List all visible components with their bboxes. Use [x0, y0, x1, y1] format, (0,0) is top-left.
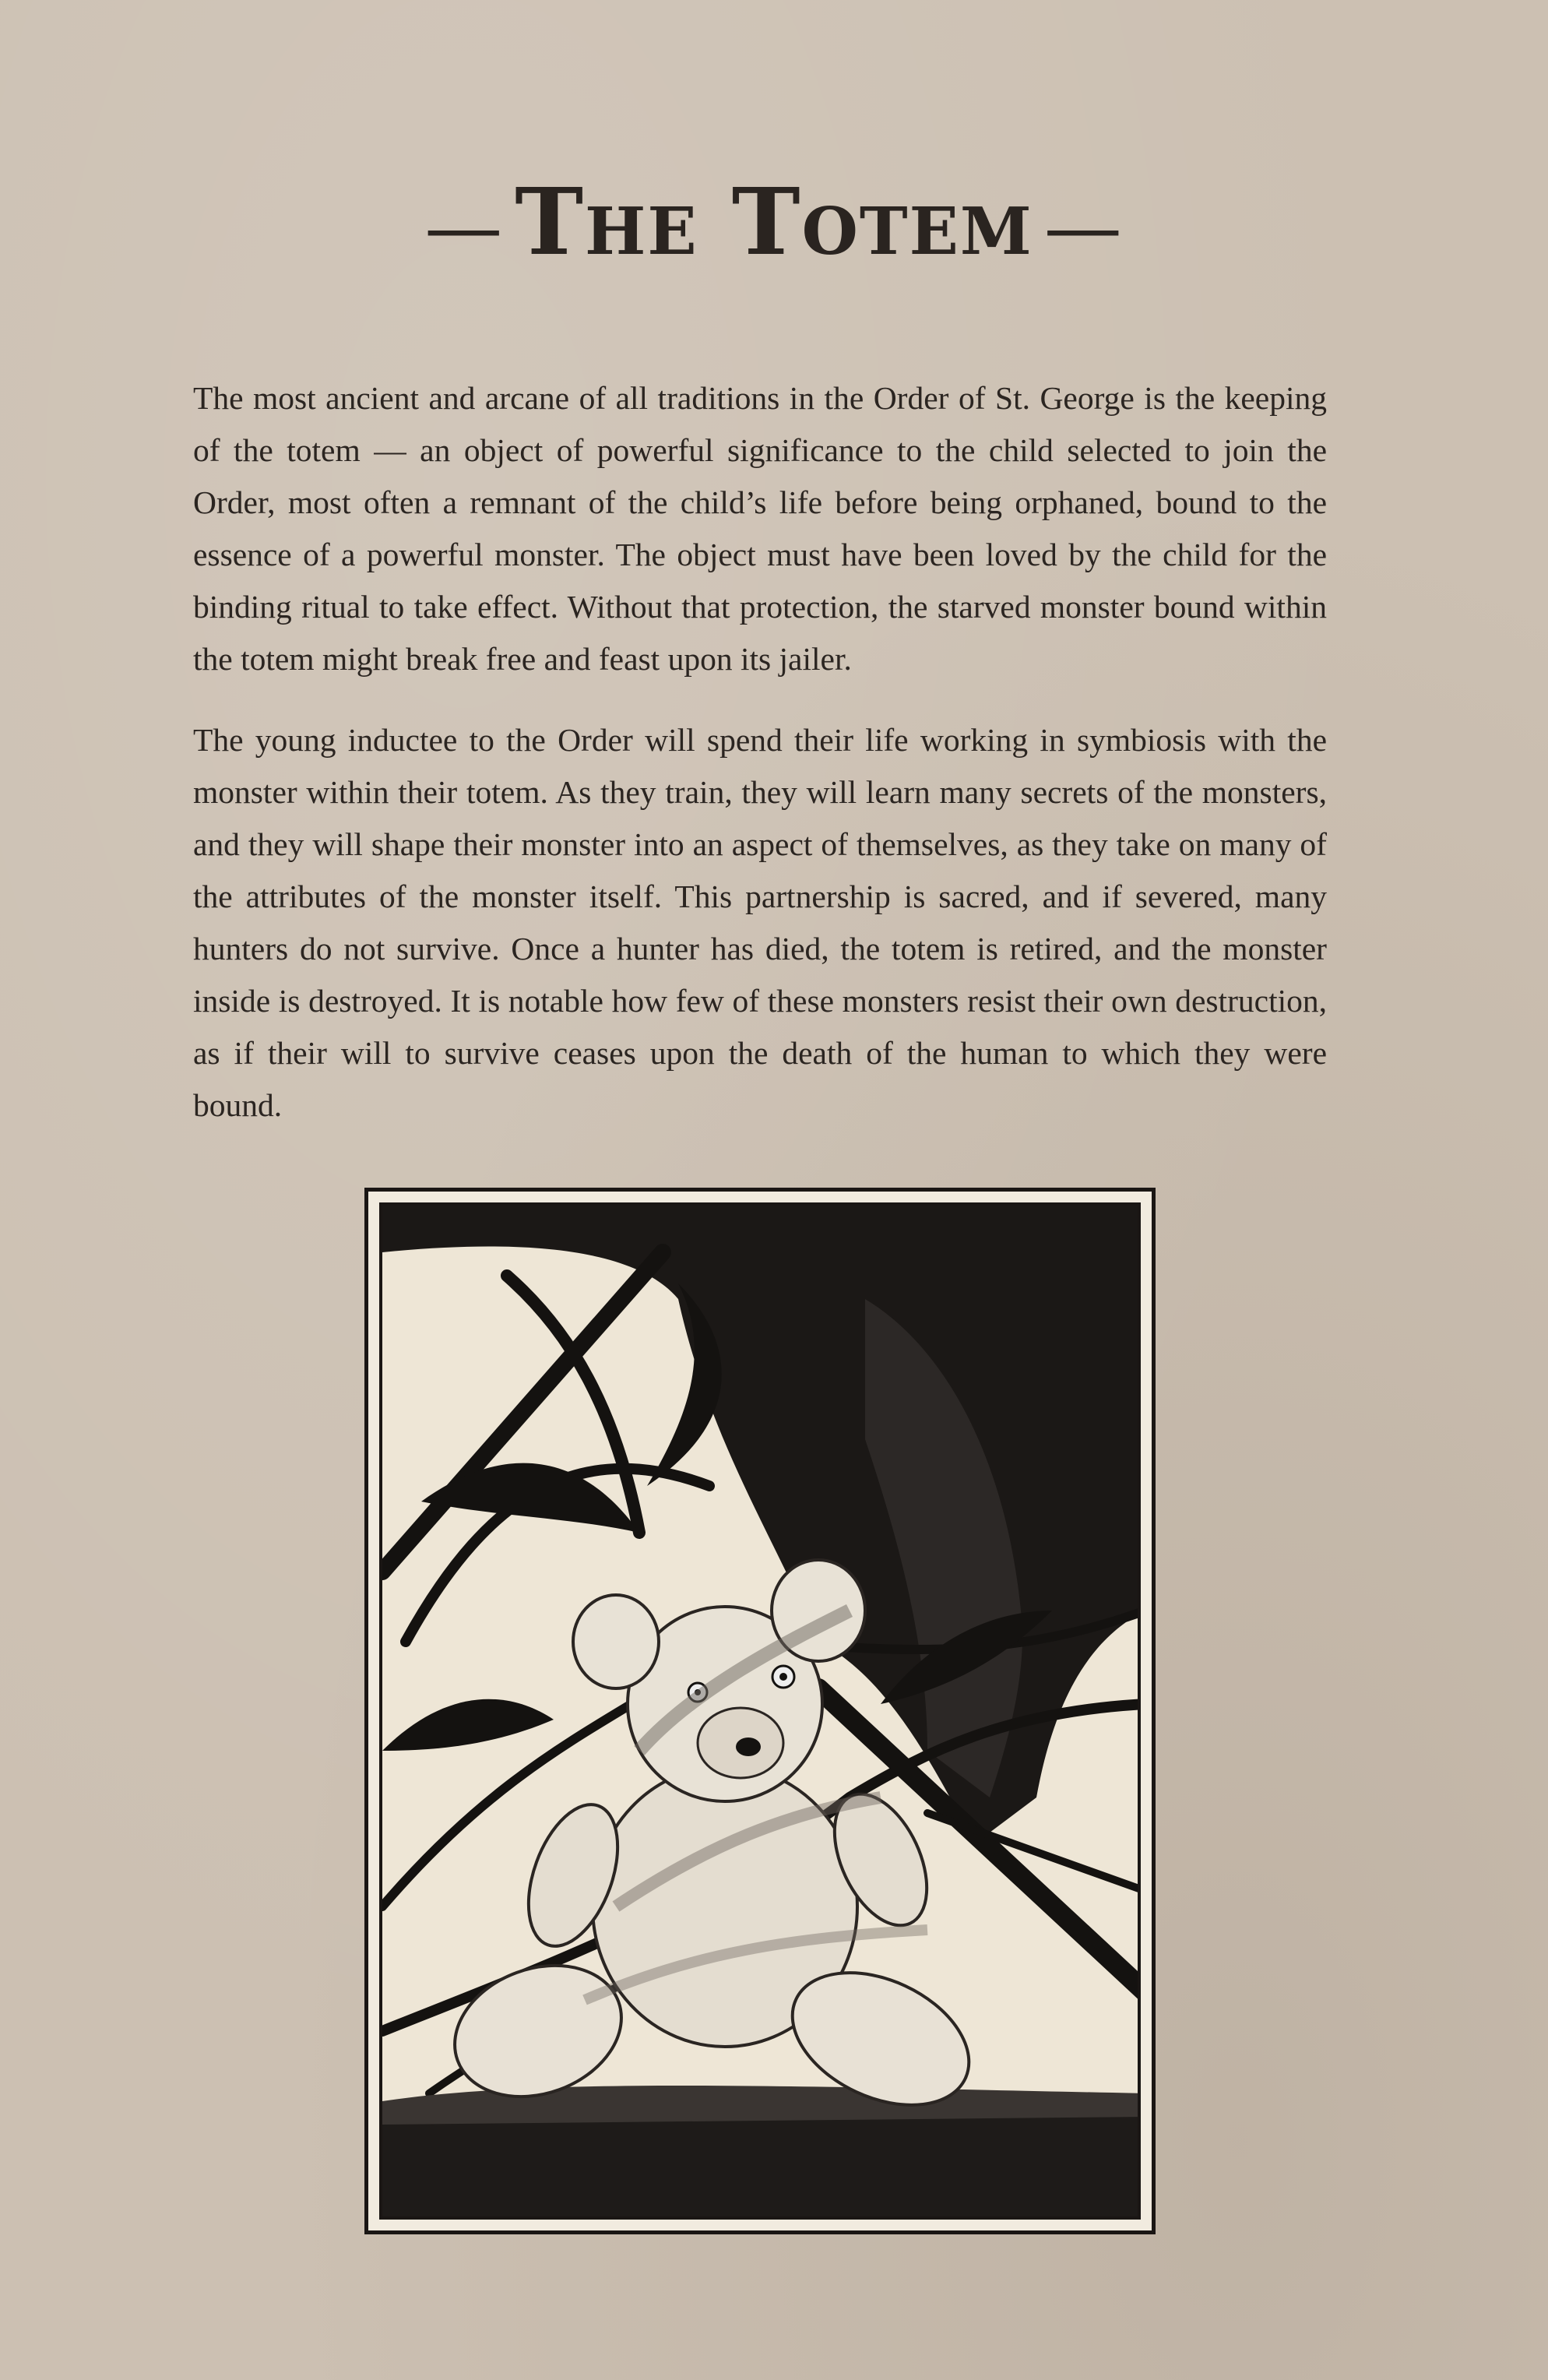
- title-text: The Totem: [515, 167, 1033, 276]
- paragraph-1-text: The most ancient and arcane of all traditions in the Order of St. George is the keeping of the totem — an object of powerful significance to the child selected to join the Order, most often a remnant of the child’s life before being orphaned, bound to the essence of a powerful monster. The object must have been loved by the child for the binding ritual to take effect. Without that protection, the starved monster bound within the totem might break free and feast upon its jailer.: [193, 380, 1327, 677]
- teddy-bear-illustration: [382, 1206, 1141, 2220]
- paragraph-1: [193, 372, 1327, 685]
- title-dash-right: —: [1043, 181, 1124, 273]
- page-title: [0, 167, 1548, 276]
- illustration-frame: [364, 1188, 1156, 2234]
- title-dash-left: —: [424, 181, 505, 273]
- paragraph-2-text: The young inductee to the Order will spend their life working in symbiosis with the monster within their totem. As they train, they will learn many secrets of the monsters, and they will shape their monster into an aspect of themselves, as they take on many of the attributes of the monster itself. This partnership is sacred, and if severed, many hunters do not survive. Once a hunter has died, the totem is retired, and the monster inside is destroyed. It is notable how few of these monsters resist their own destruction, as if their will to survive ceases upon the death of the human to which they were bound.: [193, 722, 1327, 1123]
- paragraph-2: [193, 714, 1327, 1132]
- illustration: [379, 1202, 1141, 2220]
